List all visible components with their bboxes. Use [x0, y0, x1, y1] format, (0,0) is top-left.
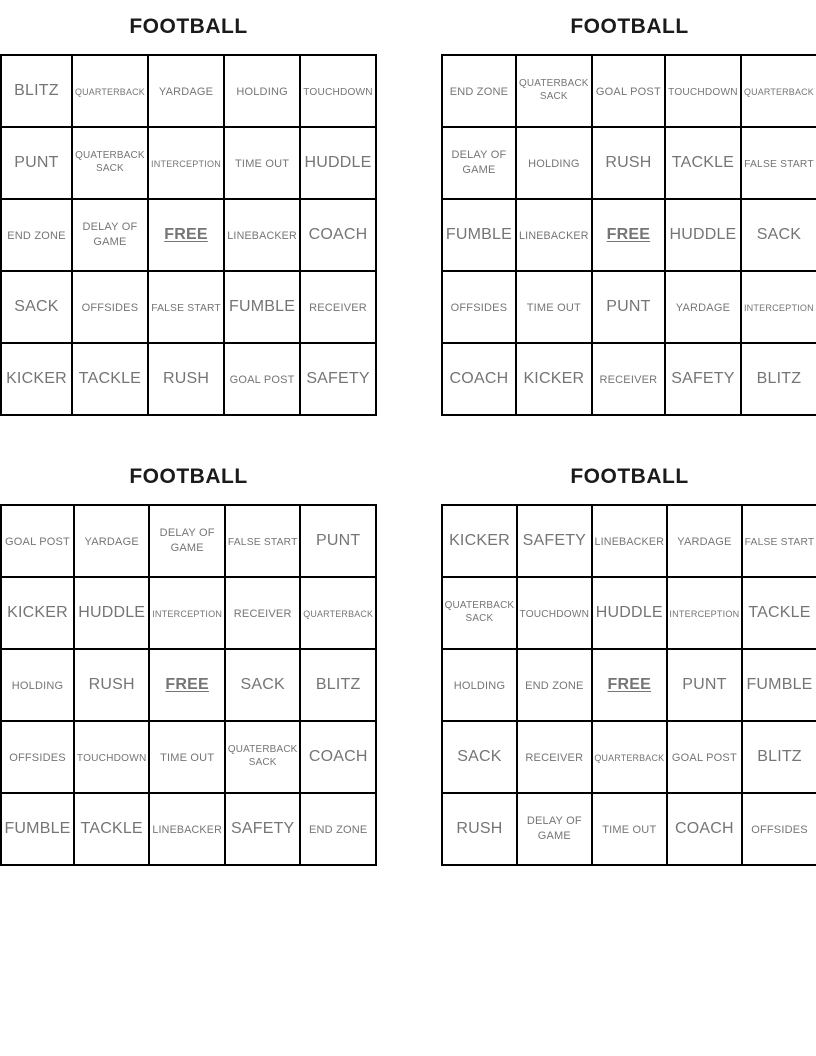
bingo-cell-label: RECEIVER: [525, 752, 584, 764]
bingo-cell: [741, 271, 816, 343]
bingo-cell: [442, 577, 517, 649]
bingo-cell-label: LINEBACKER: [227, 230, 297, 242]
bingo-cell-label: OFFSIDES: [81, 302, 139, 314]
bingo-cell: [225, 721, 300, 793]
bingo-cell: [225, 505, 300, 577]
bingo-cell-label: END ZONE: [7, 230, 66, 242]
bingo-cell: [592, 55, 665, 127]
bingo-cell: [74, 793, 149, 865]
bingo-cell-label: TACKLE: [671, 153, 735, 171]
bingo-cell: [516, 199, 592, 271]
bingo-cell-label: SACK: [457, 747, 502, 765]
bingo-cell: [516, 343, 592, 415]
free-cell: [592, 649, 667, 721]
bingo-cell-label: HUDDLE: [304, 153, 372, 171]
bingo-row: [1, 577, 376, 649]
bingo-cell-label: FUMBLE: [445, 225, 512, 243]
bingo-cell-label: HUDDLE: [595, 603, 663, 621]
bingo-cell-label: KICKER: [449, 531, 510, 549]
bingo-cell: [517, 577, 592, 649]
bingo-cell-label: QUATERBACK SACK: [227, 744, 298, 768]
bingo-cell-label: YARDAGE: [677, 536, 732, 548]
bingo-cell: [148, 127, 224, 199]
bingo-cell-label: SAFETY: [230, 819, 295, 837]
bingo-grid: [0, 504, 377, 866]
bingo-cell-label: END ZONE: [449, 86, 509, 98]
bingo-cell: [148, 343, 224, 415]
bingo-cell: [741, 127, 816, 199]
bingo-cell: [667, 721, 742, 793]
bingo-cell: [516, 271, 592, 343]
bingo-cell-label: END ZONE: [308, 824, 368, 836]
bingo-cell: [667, 577, 742, 649]
bingo-cell: [1, 55, 72, 127]
bingo-cell-label: COACH: [308, 747, 368, 765]
bingo-cell-label: KICKER: [7, 603, 68, 621]
bingo-cell-label: TOUCHDOWN: [668, 87, 738, 98]
bingo-cell: [1, 199, 72, 271]
bingo-cell-label: TIME OUT: [235, 158, 290, 170]
bingo-cell: [517, 649, 592, 721]
bingo-cell-label: RUSH: [456, 819, 503, 837]
bingo-cell: [300, 793, 376, 865]
bingo-cell-label: QUATERBACK SACK: [444, 600, 515, 624]
bingo-grid: [441, 54, 816, 416]
bingo-cell: [1, 793, 74, 865]
bingo-cell: [300, 199, 376, 271]
bingo-cell: [74, 721, 149, 793]
bingo-cell: [224, 199, 300, 271]
bingo-cell: [665, 127, 741, 199]
bingo-cell-label: FUMBLE: [746, 675, 813, 693]
bingo-cell: [72, 199, 148, 271]
bingo-cell: [224, 55, 300, 127]
bingo-cell-label: SACK: [14, 297, 59, 315]
bingo-cell: [300, 649, 376, 721]
bingo-cell: [149, 505, 225, 577]
card-title: FOOTBALL: [129, 15, 248, 38]
bingo-cell-label: BLITZ: [315, 675, 361, 693]
bingo-cell: [300, 127, 376, 199]
bingo-row: [442, 343, 816, 415]
bingo-cell: [592, 343, 665, 415]
bingo-cell-label: YARDAGE: [84, 536, 139, 548]
bingo-row: [1, 343, 376, 415]
bingo-cell: [742, 793, 816, 865]
bingo-row: [442, 793, 816, 865]
bingo-cell: [742, 721, 816, 793]
bingo-cell-label: OFFSIDES: [9, 752, 66, 764]
bingo-cell-label: GOAL POST: [595, 86, 661, 98]
bingo-row: [1, 271, 376, 343]
bingo-row: [1, 55, 376, 127]
bingo-cell-label: SAFETY: [522, 531, 587, 549]
bingo-cell-label: RECEIVER: [233, 608, 292, 620]
bingo-cell: [224, 343, 300, 415]
bingo-row: [442, 199, 816, 271]
bingo-cell: [74, 505, 149, 577]
bingo-cell: [1, 649, 74, 721]
bingo-cell: [442, 127, 516, 199]
bingo-cell-label: HOLDING: [236, 86, 288, 98]
bingo-cell: [225, 577, 300, 649]
bingo-cell-label: HOLDING: [528, 158, 580, 170]
bingo-grid: [0, 54, 377, 416]
bingo-cell: [1, 721, 74, 793]
bingo-cell-label: INTERCEPTION: [151, 159, 222, 169]
bingo-row: [442, 271, 816, 343]
bingo-cell: [300, 55, 376, 127]
bingo-cell-label: RECEIVER: [599, 374, 658, 386]
bingo-cell: [1, 343, 72, 415]
bingo-cell: [300, 577, 376, 649]
bingo-cell-label: BLITZ: [756, 369, 802, 387]
bingo-cell: [300, 343, 376, 415]
bingo-cell: [225, 793, 300, 865]
bingo-cell: [442, 199, 516, 271]
bingo-cell: [442, 721, 517, 793]
bingo-cell-label: SAFETY: [306, 369, 370, 387]
bingo-cell: [300, 271, 376, 343]
bingo-cell-label: RUSH: [88, 675, 135, 693]
bingo-row: [1, 505, 376, 577]
bingo-cell: [517, 721, 592, 793]
bingo-cell-label: FALSE START: [744, 159, 814, 170]
card-title: FOOTBALL: [570, 465, 689, 488]
bingo-cell-label: HUDDLE: [78, 603, 146, 621]
bingo-cell-label: INTERCEPTION: [669, 609, 740, 619]
bingo-cell-label: DELAY OF GAME: [82, 221, 138, 248]
bingo-cell: [224, 127, 300, 199]
bingo-cell-label: GOAL POST: [5, 536, 70, 548]
bingo-cell: [72, 271, 148, 343]
bingo-cell-label: QUATERBACK SACK: [75, 150, 145, 174]
bingo-cell-label: PUNT: [682, 675, 727, 693]
bingo-cell-label: TACKLE: [748, 603, 811, 621]
bingo-cell: [741, 55, 816, 127]
card-title: FOOTBALL: [570, 15, 689, 38]
bingo-cell-label: COACH: [675, 819, 734, 837]
bingo-cell-label: HUDDLE: [669, 225, 737, 243]
bingo-cell: [516, 55, 592, 127]
bingo-cell-label: TIME OUT: [160, 752, 215, 764]
bingo-cell-label: INTERCEPTION: [743, 303, 814, 313]
bingo-cell: [592, 271, 665, 343]
bingo-cell: [442, 55, 516, 127]
bingo-cell-label: QUARTERBACK: [594, 753, 665, 763]
bingo-cell: [442, 343, 516, 415]
bingo-cell-label: HOLDING: [11, 680, 64, 692]
bingo-cell: [74, 649, 149, 721]
bingo-row: [442, 577, 816, 649]
bingo-cell-label: FALSE START: [227, 537, 298, 548]
bingo-row: [1, 199, 376, 271]
bingo-cell: [667, 793, 742, 865]
bingo-cell-label: COACH: [449, 369, 509, 387]
bingo-cell-label: TIME OUT: [602, 824, 657, 836]
bingo-cell-label: FUMBLE: [4, 819, 71, 837]
bingo-cell-label: INTERCEPTION: [152, 609, 223, 619]
bingo-cell: [1, 505, 74, 577]
bingo-cell: [149, 577, 225, 649]
bingo-cell-label: LINEBACKER: [152, 824, 222, 836]
bingo-cell: [72, 343, 148, 415]
bingo-cell-label: RUSH: [605, 153, 652, 171]
bingo-cell: [742, 649, 816, 721]
bingo-cell: [742, 505, 816, 577]
bingo-cell-label: TIME OUT: [526, 302, 581, 314]
card-title: FOOTBALL: [129, 465, 248, 488]
bingo-cell: [224, 271, 300, 343]
bingo-cell: [667, 505, 742, 577]
bingo-cell: [1, 577, 74, 649]
bingo-cell: [1, 127, 72, 199]
free-cell-label: FREE: [606, 225, 651, 243]
bingo-cell: [1, 271, 72, 343]
bingo-cell-label: TACKLE: [80, 819, 143, 837]
bingo-cell: [72, 55, 148, 127]
bingo-cell: [742, 577, 816, 649]
bingo-cell-label: GOAL POST: [671, 752, 737, 764]
bingo-cell-label: GOAL POST: [229, 374, 295, 386]
bingo-cell: [149, 721, 225, 793]
bingo-cell: [442, 649, 517, 721]
bingo-cell-label: SACK: [756, 225, 802, 243]
bingo-cell-label: COACH: [308, 225, 368, 243]
bingo-cell: [148, 55, 224, 127]
bingo-cell-label: YARDAGE: [158, 86, 214, 98]
bingo-cell-label: DELAY OF GAME: [159, 527, 215, 554]
bingo-row: [1, 127, 376, 199]
bingo-cell-label: HOLDING: [453, 680, 506, 692]
bingo-cell-label: QUARTERBACK: [303, 609, 374, 619]
bingo-cell-label: TOUCHDOWN: [303, 87, 373, 98]
bingo-row: [442, 505, 816, 577]
bingo-cell-label: TACKLE: [78, 369, 142, 387]
free-cell: [148, 199, 224, 271]
bingo-cell-label: FUMBLE: [229, 297, 296, 315]
bingo-row: [1, 793, 376, 865]
bingo-cell-label: LINEBACKER: [519, 230, 589, 242]
bingo-row: [442, 649, 816, 721]
bingo-cell: [517, 793, 592, 865]
bingo-cell-label: END ZONE: [525, 680, 584, 692]
bingo-cell: [300, 721, 376, 793]
bingo-cell: [741, 199, 816, 271]
bingo-cell: [149, 793, 225, 865]
bingo-cell: [442, 271, 516, 343]
bingo-cell: [225, 649, 300, 721]
bingo-cell: [300, 505, 376, 577]
bingo-grid: [441, 504, 816, 866]
bingo-cell: [592, 577, 667, 649]
bingo-cell-label: RUSH: [162, 369, 210, 387]
bingo-row: [442, 55, 816, 127]
bingo-cell: [741, 343, 816, 415]
bingo-cell: [592, 127, 665, 199]
bingo-cell: [517, 505, 592, 577]
bingo-cell-label: SAFETY: [671, 369, 735, 387]
bingo-cell-label: DELAY OF GAME: [451, 149, 507, 176]
bingo-cell-label: QUATERBACK SACK: [519, 78, 589, 102]
bingo-cell: [592, 505, 667, 577]
bingo-row: [1, 721, 376, 793]
bingo-row: [442, 721, 816, 793]
bingo-cell-label: RECEIVER: [309, 302, 367, 314]
bingo-cell-label: TOUCHDOWN: [76, 753, 147, 764]
free-cell-label: FREE: [165, 675, 209, 693]
bingo-cell: [592, 721, 667, 793]
free-cell: [149, 649, 225, 721]
bingo-cell: [665, 271, 741, 343]
bingo-cell: [667, 649, 742, 721]
free-cell: [592, 199, 665, 271]
bingo-cell-label: BLITZ: [14, 81, 59, 99]
bingo-cell: [442, 793, 517, 865]
bingo-cell-label: OFFSIDES: [450, 302, 508, 314]
bingo-cell: [665, 343, 741, 415]
bingo-cell-label: PUNT: [606, 297, 651, 315]
bingo-cell: [148, 271, 224, 343]
bingo-cell-label: PUNT: [14, 153, 59, 171]
free-cell-label: FREE: [164, 225, 208, 243]
bingo-cell-label: QUARTERBACK: [75, 87, 145, 97]
bingo-cell-label: TOUCHDOWN: [519, 609, 590, 620]
bingo-cell-label: QUARTERBACK: [744, 87, 814, 97]
bingo-cell-label: OFFSIDES: [751, 824, 808, 836]
bingo-cell-label: BLITZ: [757, 747, 802, 765]
bingo-cell: [74, 577, 149, 649]
bingo-cell: [72, 127, 148, 199]
bingo-cell-label: FALSE START: [151, 303, 221, 314]
bingo-cell-label: FALSE START: [744, 537, 815, 548]
bingo-cell: [592, 793, 667, 865]
bingo-cell-label: SACK: [240, 675, 285, 693]
bingo-row: [1, 649, 376, 721]
bingo-cell-label: PUNT: [316, 531, 361, 549]
bingo-cell-label: KICKER: [6, 369, 67, 387]
bingo-cell: [516, 127, 592, 199]
bingo-cell-label: KICKER: [523, 369, 585, 387]
bingo-cell-label: DELAY OF GAME: [526, 815, 582, 842]
bingo-row: [442, 127, 816, 199]
bingo-cell-label: YARDAGE: [675, 302, 731, 314]
bingo-cell: [665, 55, 741, 127]
bingo-cell: [665, 199, 741, 271]
bingo-cell-label: LINEBACKER: [594, 536, 665, 548]
free-cell-label: FREE: [607, 675, 652, 693]
bingo-cell: [442, 505, 517, 577]
